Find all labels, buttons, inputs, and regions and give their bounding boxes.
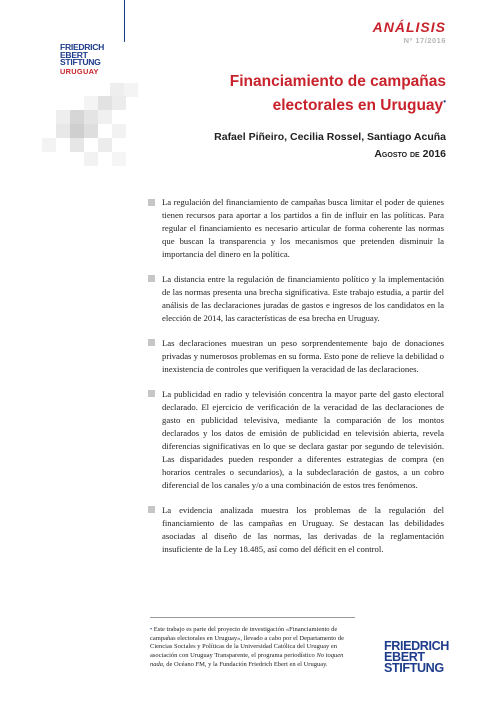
- fes-uruguay-logo: [60, 44, 130, 76]
- decor-square: [112, 152, 126, 166]
- decor-square: [112, 96, 126, 110]
- decor-square: [98, 96, 112, 110]
- decor-square: [56, 124, 70, 138]
- square-bullet-icon: [148, 390, 155, 397]
- authors: Rafael Piñeiro, Cecilia Rossel, Santiago Acuña: [214, 131, 446, 143]
- decor-square: [56, 110, 70, 124]
- footnote-marker: •: [150, 627, 153, 633]
- square-bullet-icon: [148, 339, 155, 346]
- bullet-item: [148, 337, 444, 376]
- decor-square: [84, 110, 98, 124]
- decor-square: [84, 152, 98, 166]
- issue-number: Nº 17/2016: [403, 36, 446, 45]
- title-line-2: electorales en Uruguay: [272, 97, 444, 115]
- title-line-1: Financiamiento de campañas: [229, 73, 446, 90]
- decor-square: [98, 110, 112, 124]
- logo-bottom-line-ebert: EBERT: [384, 650, 425, 665]
- logo-bottom-line-friedrich: FRIEDRICH: [384, 639, 449, 653]
- square-bullet-icon: [148, 506, 155, 513]
- document-title: [146, 72, 446, 116]
- decor-square: [84, 96, 98, 110]
- top-divider-line: [124, 0, 125, 42]
- decor-square: [112, 124, 126, 138]
- logo-line-friedrich: FRIEDRICH: [60, 42, 105, 52]
- footnote-program-name: No toquen nada: [150, 652, 344, 668]
- decor-square: [42, 138, 56, 152]
- logo-line-uruguay: URUGUAY: [60, 66, 99, 76]
- decor-square: [124, 83, 138, 97]
- footnote-text-before: Este trabajo es parte del proyecto de investigación «Financiamiento de campañas electorales en Uruguay», llevado a cabo por el Departamento de Ciencias Sociales y Políticas de la Universidad Católica del Uruguay en asociación con Uruguay Transparente, el programa periodístico: [150, 626, 345, 660]
- decor-square: [84, 124, 98, 138]
- analysis-header: [373, 20, 446, 45]
- decor-square: [110, 83, 124, 97]
- footnote: [150, 617, 355, 670]
- decor-square: [70, 124, 84, 138]
- fes-logo-bottom: [384, 641, 449, 675]
- bullet-item: [148, 388, 444, 493]
- summary-bullets: [148, 196, 444, 568]
- bullet-item: [148, 504, 444, 556]
- bullet-text: Las declaraciones muestran un peso sorprendentemente bajo de donaciones privadas y numerosos problemas en su forma. Esto pone de relieve la debilidad o inexistencia de controles que verifiquen la veracidad de las declaraciones.: [162, 337, 444, 375]
- decor-square: [70, 110, 84, 124]
- logo-bottom-line-stiftung: STIFTUNG: [384, 661, 444, 676]
- bullet-text: La distancia entre la regulación de financiamiento político y la implementación de las normas presenta una brecha significativa. Este trabajo estudia, a partir del análisis de las declaraciones juradas de gastos e ingresos de los candidatos en la elección de 2014, las características de esa brecha en Uruguay.: [162, 273, 444, 324]
- logo-line-ebert: EBERT: [60, 49, 88, 60]
- logo-line-stiftung: STIFTUNG: [60, 57, 101, 68]
- square-bullet-icon: [148, 275, 155, 282]
- decor-square: [98, 138, 112, 152]
- bullet-item: [148, 273, 444, 325]
- publication-date: Agosto de 2016: [374, 148, 446, 160]
- title-footnote-marker: •: [443, 97, 446, 106]
- footnote-text-after: , de Océano FM, y la Fundación Friedrich Ebert en el Uruguay.: [163, 660, 328, 668]
- footnote-text: [150, 626, 355, 670]
- bullet-item: [148, 196, 444, 261]
- bullet-text: La regulación del financiamiento de campañas busca limitar el poder de quienes tienen recursos para aportar a los partidos a fin de influir en las políticas. Para regular el financiamiento es necesario articular de forma coherente las normas que buscan la transparencia y los mecanismos que pretenden disminuir la importancia del dinero en la política.: [162, 197, 444, 260]
- bullet-text: La evidencia analizada muestra los problemas de la regulación del financiamiento de las campañas en Uruguay. Se destacan las debilidades asociadas al diseño de las normas, las derivadas de la reglamentación insuficiente de la Ley 18.485, así como del déficit en el control.: [162, 504, 444, 555]
- square-bullet-icon: [148, 199, 155, 206]
- decor-square: [70, 138, 84, 152]
- bullet-text: La publicidad en radio y televisión concentra la mayor parte del gasto electoral declarado. El ejercicio de verificación de la veracidad de las declaraciones de gasto en publicidad televisiva, mediante la comparación de los montos declarados y los datos de emisión de publicidad en televisión abierta, revela diferencias significativas en lo que se declara gastar por segundo de televisión. Las disparidades pueden responder a diferentes estrategias de compra (en horarios centrales o secundarios), a la subdeclaración de gastos, a un cobro diferencial de los canales y/o a una combinación de estos tres fenómenos.: [162, 388, 444, 491]
- series-label: ANÁLISIS: [372, 19, 446, 35]
